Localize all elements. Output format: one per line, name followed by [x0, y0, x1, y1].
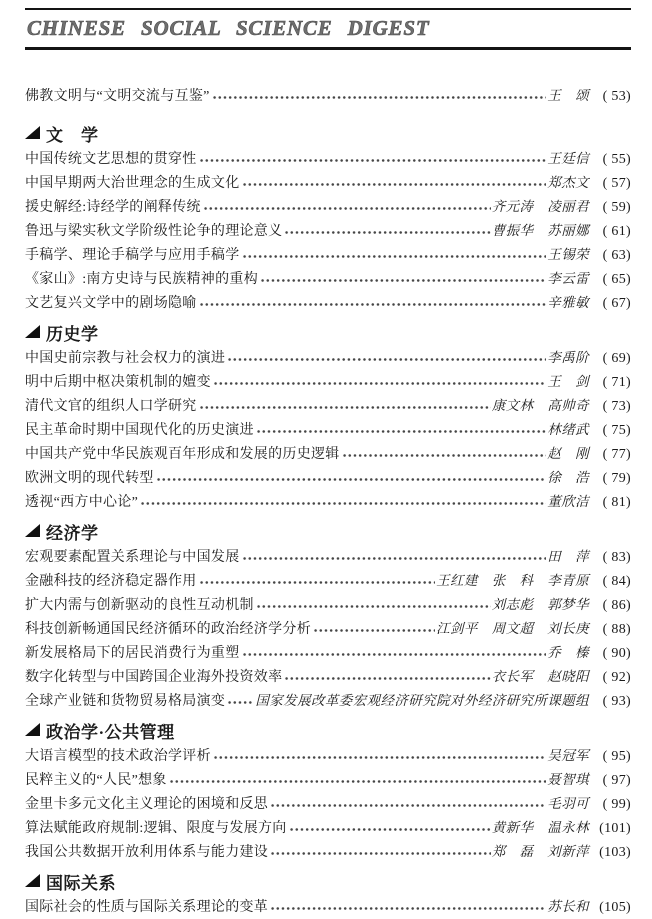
- entry-authors: 李禹阶: [547, 350, 589, 365]
- entry-title: 文艺复兴文学中的剧场隐喻: [25, 296, 197, 311]
- entry-authors: 辛雅敏: [547, 295, 589, 310]
- entry-page: ( 69): [602, 351, 631, 366]
- toc-entry: [25, 466, 631, 490]
- dot-leader: [242, 652, 547, 657]
- entry-title: 援史解经:诗经学的阐释传统: [25, 200, 201, 215]
- toc-entry: [25, 641, 631, 665]
- toc-entry: [25, 291, 631, 315]
- entry-page: ( 79): [602, 471, 631, 486]
- entry-page: ( 61): [602, 224, 631, 239]
- entry-authors: 齐元涛 凌丽君: [491, 199, 589, 214]
- toc-entry: [25, 689, 631, 713]
- toc-entry: [25, 195, 631, 219]
- toc-section: [25, 518, 631, 713]
- entry-page: ( 81): [602, 495, 631, 510]
- entry-title: 手稿学、理论手稿学与应用手稿学: [25, 248, 240, 263]
- dot-leader: [256, 604, 491, 609]
- entry-title: 透视“西方中心论”: [25, 495, 139, 510]
- dot-leader: [260, 278, 546, 283]
- toc-entry: [25, 792, 631, 816]
- toc-entry: [25, 267, 631, 291]
- entry-title: 算法赋能政府规制:逻辑、限度与发展方向: [25, 821, 287, 836]
- toc-entry: [25, 84, 631, 108]
- entry-authors: 吴冠军: [547, 748, 589, 763]
- entry-page: ( 99): [602, 797, 631, 812]
- dot-leader: [199, 405, 491, 410]
- entry-page: ( 63): [602, 248, 631, 263]
- entry-authors: 郑杰文: [547, 175, 589, 190]
- entry-authors: 康文林 高帅奇: [491, 398, 589, 413]
- entry-page: (105): [599, 900, 631, 915]
- dot-leader: [270, 851, 491, 856]
- dot-leader: [270, 906, 546, 911]
- section-header: [25, 717, 631, 743]
- entry-title: 数字化转型与中国跨国企业海外投资效率: [25, 670, 283, 685]
- section-header: [25, 518, 631, 544]
- entry-authors: 李云雷: [547, 271, 589, 286]
- dot-leader: [256, 429, 546, 434]
- toc-entry: [25, 490, 631, 514]
- toc-list: [25, 50, 631, 919]
- toc-entry: [25, 569, 631, 593]
- dot-leader: [313, 628, 435, 633]
- entry-page: ( 55): [602, 152, 631, 167]
- entry-page: ( 93): [602, 694, 631, 709]
- toc-entry: [25, 442, 631, 466]
- dot-leader: [242, 182, 547, 187]
- toc-entry: [25, 545, 631, 569]
- journal-title: CHINESE SOCIAL SCIENCE DIGEST: [27, 16, 430, 40]
- entry-title: 鲁迅与梁实秋文学阶级性论争的理论意义: [25, 224, 283, 239]
- toc-entry: [25, 768, 631, 792]
- toc-entry: [25, 171, 631, 195]
- toc-entry: [25, 147, 631, 171]
- toc-section: [25, 120, 631, 315]
- entry-authors: 王 剑: [547, 374, 589, 389]
- entry-page: ( 97): [602, 773, 631, 788]
- section-header: [25, 868, 631, 894]
- dot-leader: [213, 755, 546, 760]
- dot-leader: [140, 501, 546, 506]
- entry-page: ( 65): [602, 272, 631, 287]
- toc-entry: [25, 243, 631, 267]
- toc-section: [25, 319, 631, 514]
- entry-authors: 苏长和: [547, 899, 589, 914]
- toc-entry: [25, 840, 631, 864]
- toc-section: [25, 868, 631, 919]
- entry-page: ( 92): [602, 670, 631, 685]
- entry-authors: 徐 浩: [547, 470, 589, 485]
- entry-title: 全球产业链和货物贸易格局演变: [25, 694, 226, 709]
- toc-entry: [25, 219, 631, 243]
- dot-leader: [199, 580, 435, 585]
- entry-title: 扩大内需与创新驱动的良性互动机制: [25, 598, 254, 613]
- toc-section: [25, 717, 631, 864]
- entry-authors: 田 萍: [547, 549, 589, 564]
- entry-title: 明中后期中枢决策机制的嬗变: [25, 375, 211, 390]
- section-label: 经济学: [46, 523, 99, 543]
- dot-leader: [342, 453, 547, 458]
- entry-authors: 王 颂: [547, 88, 589, 103]
- triangle-icon: [25, 524, 40, 537]
- dot-leader: [203, 206, 491, 211]
- dot-leader: [169, 779, 547, 784]
- entry-authors: 江剑平 周文超 刘长庚: [436, 621, 589, 636]
- triangle-icon: [25, 723, 40, 736]
- entry-title: 中国早期两大治世理念的生成文化: [25, 176, 240, 191]
- entry-page: ( 59): [602, 200, 631, 215]
- dot-leader: [156, 477, 547, 482]
- entry-authors: 董欣洁: [547, 494, 589, 509]
- entry-authors: 林绪武: [547, 422, 589, 437]
- entry-authors: 曹振华 苏丽娜: [491, 223, 589, 238]
- entry-page: ( 73): [602, 399, 631, 414]
- entry-title: 中国传统文艺思想的贯穿性: [25, 152, 197, 167]
- entry-authors: 赵 刚: [547, 446, 589, 461]
- entry-authors: 刘志彪 郭梦华: [491, 597, 589, 612]
- entry-title: 欧洲文明的现代转型: [25, 471, 154, 486]
- section-label: 文 学: [46, 125, 99, 145]
- entry-title: 民主革命时期中国现代化的历史演进: [25, 423, 254, 438]
- masthead: [25, 0, 631, 50]
- entry-title: 清代文官的组织人口学研究: [25, 399, 197, 414]
- entry-title: 国际社会的性质与国际关系理论的变革: [25, 900, 269, 915]
- entry-page: ( 86): [602, 598, 631, 613]
- triangle-icon: [25, 126, 40, 139]
- entry-page: ( 95): [602, 749, 631, 764]
- entry-authors: 黄新华 温永林: [491, 820, 589, 835]
- toc-entry: [25, 816, 631, 840]
- entry-title: 科技创新畅通国民经济循环的政治经济学分析: [25, 622, 311, 637]
- toc-entry: [25, 665, 631, 689]
- entry-page: ( 71): [602, 375, 631, 390]
- dot-leader: [284, 676, 490, 681]
- entry-authors: 王锡荣: [547, 247, 589, 262]
- section-label: 政治学·公共管理: [46, 722, 175, 742]
- entry-title: 中国史前宗教与社会权力的演进: [25, 351, 226, 366]
- entry-authors: 聂智琪: [547, 772, 589, 787]
- entry-page: ( 84): [602, 574, 631, 589]
- section-header: [25, 120, 631, 146]
- entry-authors: 王廷信: [547, 151, 589, 166]
- section-label: 国际关系: [46, 873, 116, 893]
- section-label: 历史学: [46, 324, 99, 344]
- dot-leader: [270, 803, 546, 808]
- entry-page: ( 88): [602, 622, 631, 637]
- entry-title: 《家山》:南方史诗与民族精神的重构: [25, 272, 258, 287]
- entry-authors: 国家发展改革委宏观经济研究院对外经济研究所课题组: [255, 693, 589, 708]
- dot-leader: [213, 381, 546, 386]
- toc-entry: [25, 617, 631, 641]
- entry-page: (101): [599, 821, 631, 836]
- toc-entry: [25, 346, 631, 370]
- toc-entry: [25, 394, 631, 418]
- entry-page: ( 83): [602, 550, 631, 565]
- entry-page: ( 75): [602, 423, 631, 438]
- entry-page: ( 57): [602, 176, 631, 191]
- entry-authors: 衣长军 赵晓阳: [491, 669, 589, 684]
- toc-entry: [25, 418, 631, 442]
- entry-title: 宏观要素配置关系理论与中国发展: [25, 550, 240, 565]
- toc-entry: [25, 593, 631, 617]
- entry-page: (103): [599, 845, 631, 860]
- entry-authors: 乔 榛: [547, 645, 589, 660]
- entry-title: 民粹主义的“人民”想象: [25, 773, 167, 788]
- dot-leader: [199, 302, 547, 307]
- toc-entry: [25, 370, 631, 394]
- dot-leader: [242, 254, 547, 259]
- entry-authors: 郑 磊 刘新萍: [491, 844, 589, 859]
- entry-authors: 毛羽可: [547, 796, 589, 811]
- entry-page: ( 90): [602, 646, 631, 661]
- entry-title: 金融科技的经济稳定器作用: [25, 574, 197, 589]
- entry-authors: 王红建 张 科 李青原: [436, 573, 589, 588]
- dot-leader: [199, 158, 547, 163]
- entry-title: 大语言模型的技术政治学评析: [25, 749, 211, 764]
- dot-leader: [289, 827, 491, 832]
- entry-page: ( 67): [602, 296, 631, 311]
- entry-title: 金里卡多元文化主义理论的困境和反思: [25, 797, 269, 812]
- dot-leader: [212, 95, 547, 100]
- entry-title: 佛教文明与“文明交流与互鉴”: [25, 89, 210, 104]
- triangle-icon: [25, 874, 40, 887]
- triangle-icon: [25, 325, 40, 338]
- dot-leader: [227, 700, 254, 705]
- entry-page: ( 77): [602, 447, 631, 462]
- entry-title: 新发展格局下的居民消费行为重塑: [25, 646, 240, 661]
- toc-entry: [25, 744, 631, 768]
- section-header: [25, 319, 631, 345]
- entry-title: 中国共产党中华民族观百年形成和发展的历史逻辑: [25, 447, 340, 462]
- dot-leader: [284, 230, 490, 235]
- entry-title: 我国公共数据开放利用体系与能力建设: [25, 845, 269, 860]
- entry-page: ( 53): [602, 89, 631, 104]
- dot-leader: [242, 556, 547, 561]
- dot-leader: [227, 357, 546, 362]
- toc-entry: [25, 895, 631, 919]
- toc-section-continuation: [25, 84, 631, 108]
